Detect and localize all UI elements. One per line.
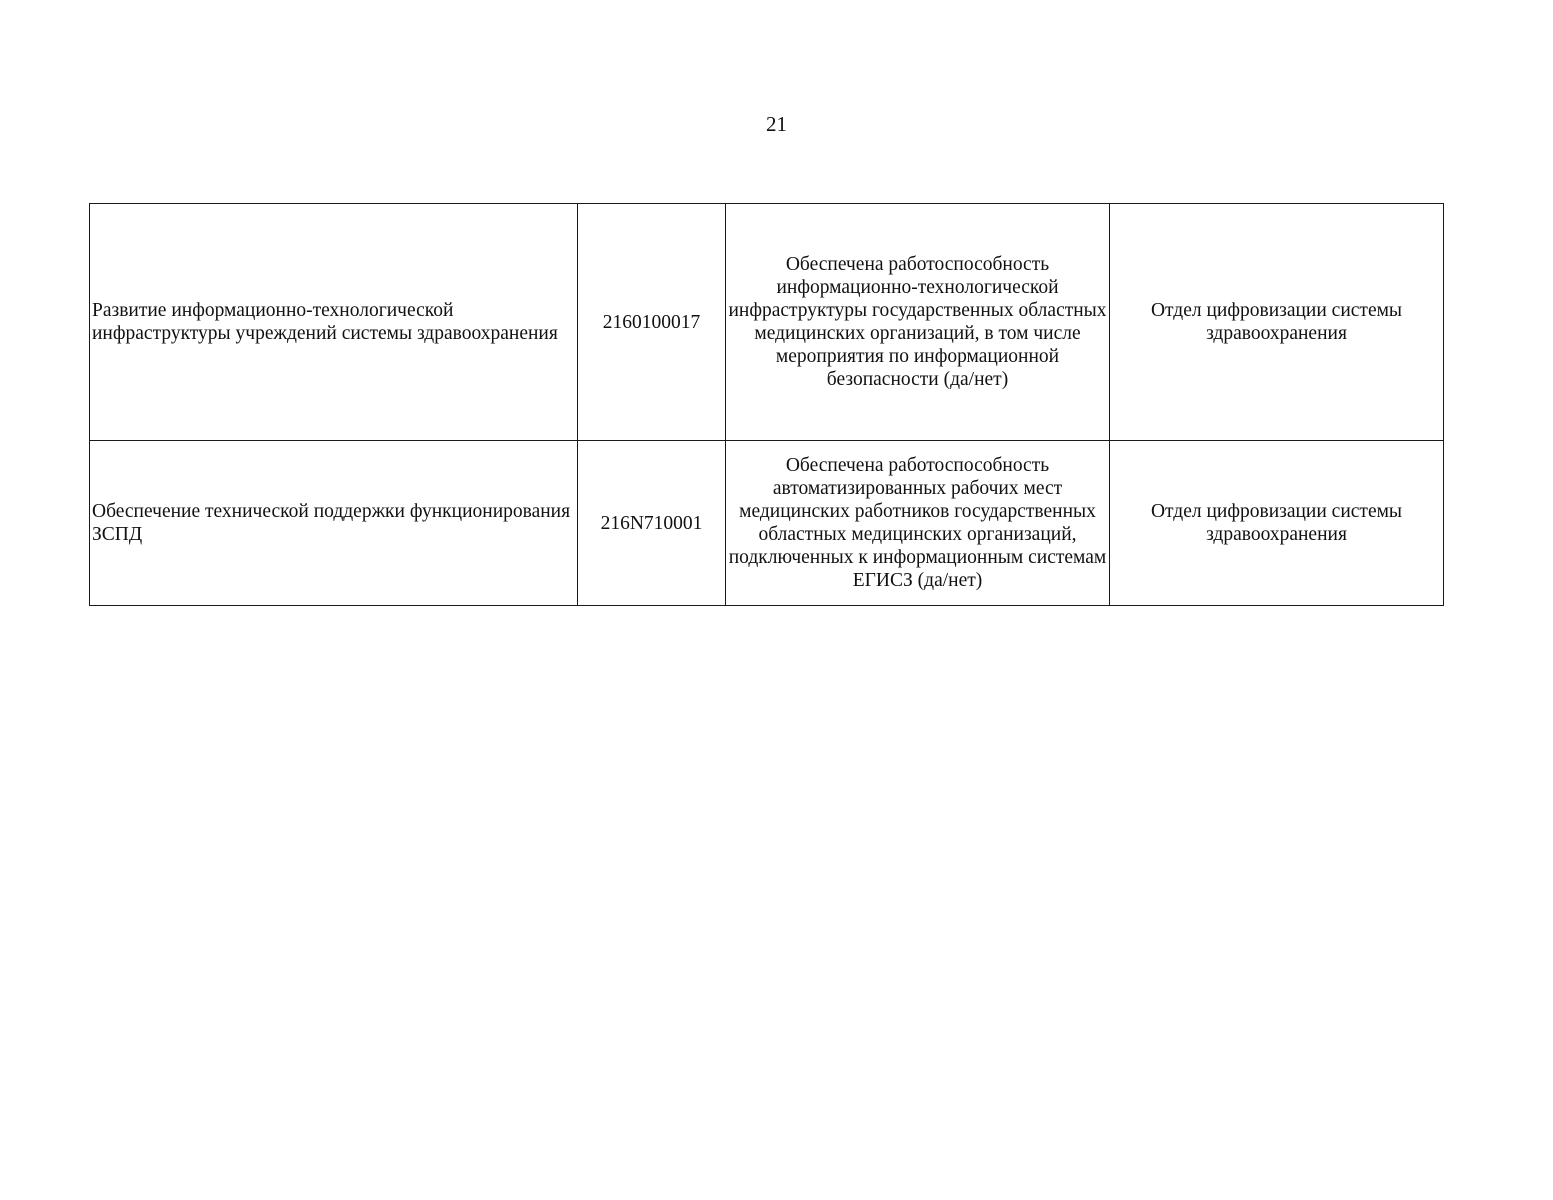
measure-result-cell: Обеспечена работоспособность информационно-технологической инфраструктуры государственных областных медицинских организаций, в том числе мероприятия по информационной безопасности (да/нет): [726, 204, 1110, 441]
responsible-department-cell: Отдел цифровизации системы здравоохранения: [1110, 441, 1444, 606]
measures-table: [89, 203, 1444, 606]
table-row: [90, 204, 1444, 441]
page-number: 21: [766, 112, 787, 136]
measure-name-cell: Обеспечение технической поддержки функционирования ЗСПД: [90, 441, 578, 606]
responsible-department-cell: Отдел цифровизации системы здравоохранения: [1110, 204, 1444, 441]
measure-code-cell: 2160100017: [578, 204, 726, 441]
table-row: [90, 441, 1444, 606]
measure-result-cell: Обеспечена работоспособность автоматизированных рабочих мест медицинских работников государственных областных медицинских организаций, подключенных к информационным системам ЕГИСЗ (да/нет): [726, 441, 1110, 606]
measure-name-cell: Развитие информационно-технологической инфраструктуры учреждений системы здравоохранения: [90, 204, 578, 441]
measure-code-cell: 216N710001: [578, 441, 726, 606]
